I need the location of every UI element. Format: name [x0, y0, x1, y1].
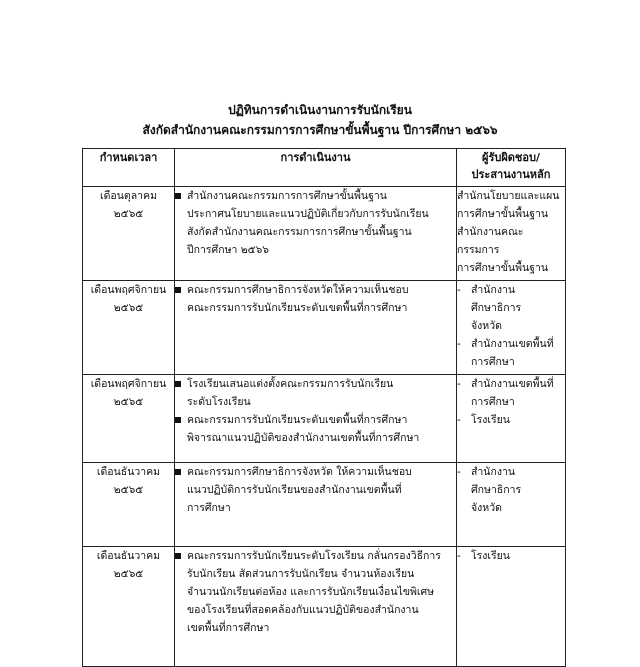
action-item: [175, 547, 456, 637]
responsible-line: สำนักงานเขตพื้นที่: [471, 378, 554, 390]
square-bullet-icon: [175, 469, 181, 475]
action-line: จำนวนนักเรียนต่อห้อง และการรับนักเรียนเงื่อนไขพิเศษ: [187, 586, 435, 598]
action-item: [175, 281, 456, 317]
action-cell: [175, 547, 457, 667]
period-month: เดือนพฤศจิกายน: [90, 284, 167, 296]
dash-bullet-icon: -: [457, 414, 461, 426]
action-line: คณะกรรมการรับนักเรียนระดับโรงเรียน กลั่นกรองวิธีการ: [187, 550, 441, 562]
document-title: ปฏิทินการดำเนินงานการรับนักเรียน: [228, 103, 412, 117]
period-year: ๒๕๖๕: [113, 208, 144, 220]
action-line: คณะกรรมการศึกษาธิการจังหวัด ให้ความเห็นชอบ: [187, 466, 412, 478]
responsible-item: [457, 281, 565, 335]
action-cell: [175, 187, 457, 281]
responsible-item: [457, 411, 565, 429]
action-line: ประกาศนโยบายและแนวปฏิบัติเกี่ยวกับการรับนักเรียน: [187, 208, 429, 220]
period-year: ๒๕๖๕: [113, 302, 144, 314]
action-line: การศึกษา: [187, 502, 231, 514]
period-cell: [83, 187, 175, 281]
action-line: คณะกรรมการรับนักเรียนระดับเขตพื้นที่การศึกษา: [187, 414, 408, 426]
schedule-table: [82, 148, 566, 667]
action-cell: [175, 281, 457, 375]
responsible-line: สำนักงานศึกษาธิการ: [471, 284, 522, 314]
action-line: ปีการศึกษา ๒๕๖๖: [187, 244, 269, 256]
document-subtitle: สังกัดสำนักงานคณะกรรมการการศึกษาขั้นพื้นฐาน ปีการศึกษา ๒๕๖๖: [142, 123, 498, 137]
responsible-item: [457, 547, 565, 565]
table-row: [83, 281, 566, 375]
table-row: [83, 187, 566, 281]
responsible-line: จังหวัด: [471, 320, 502, 332]
responsible-cell: [457, 187, 566, 281]
responsible-line: สำนักงานศึกษาธิการ: [471, 466, 522, 496]
period-month: เดือนตุลาคม: [100, 190, 157, 202]
action-item: [175, 411, 456, 447]
period-month: เดือนพฤศจิกายน: [90, 378, 167, 390]
action-line: พิจารณาแนวปฏิบัติของสำนักงานเขตพื้นที่การศึกษา: [187, 432, 420, 444]
header-action: การดำเนินงาน: [175, 149, 457, 187]
responsible-line: การศึกษา: [471, 356, 515, 368]
dash-bullet-icon: -: [457, 284, 461, 296]
action-cell: [175, 463, 457, 547]
period-cell: [83, 375, 175, 463]
dash-bullet-icon: -: [457, 466, 461, 478]
header-responsible-line: ผู้รับผิดชอบ/: [482, 151, 540, 164]
responsible-line: จังหวัด: [471, 502, 502, 514]
period-month: เดือนธันวาคม: [96, 466, 161, 478]
responsible-line: การศึกษาขั้นพื้นฐาน: [457, 208, 549, 220]
action-line: ของโรงเรียนที่สอดคล้องกับแนวปฏิบัติของสำนักงาน: [187, 604, 419, 616]
responsible-cell: [457, 463, 566, 547]
square-bullet-icon: [175, 381, 181, 387]
action-line: โรงเรียนเสนอแต่งตั้งคณะกรรมการรับนักเรียน: [187, 378, 394, 390]
responsible-line: สำนักนโยบายและแผน: [457, 190, 560, 202]
dash-bullet-icon: -: [457, 338, 461, 350]
responsible-line: โรงเรียน: [471, 414, 510, 426]
responsible-cell: [457, 281, 566, 375]
dash-bullet-icon: -: [457, 550, 461, 562]
header-row: [83, 149, 566, 187]
period-year: ๒๕๖๕: [113, 484, 144, 496]
responsible-line: การศึกษาขั้นพื้นฐาน: [457, 262, 549, 274]
table-row: [83, 547, 566, 667]
dash-bullet-icon: -: [457, 378, 461, 390]
action-line: รับนักเรียน สัดส่วนการรับนักเรียน จำนวนห้องเรียน: [187, 568, 415, 580]
action-item: [175, 463, 456, 517]
period-year: ๒๕๖๕: [113, 396, 144, 408]
responsible-cell: [457, 547, 566, 667]
responsible-item: [457, 335, 565, 371]
action-line: คณะกรรมการรับนักเรียนระดับเขตพื้นที่การศึกษา: [187, 302, 408, 314]
responsible-line: การศึกษา: [471, 396, 515, 408]
responsible-line: สำนักงานคณะกรรมการ: [457, 226, 524, 256]
header-period: กำหนดเวลา: [83, 149, 175, 187]
table-row: [83, 463, 566, 547]
responsible-cell: [457, 375, 566, 463]
period-cell: [83, 547, 175, 667]
square-bullet-icon: [175, 553, 181, 559]
period-cell: [83, 463, 175, 547]
table-row: [83, 375, 566, 463]
period-year: ๒๕๖๕: [113, 568, 144, 580]
action-item: [175, 187, 456, 259]
responsible-line: สำนักงานเขตพื้นที่: [471, 338, 554, 350]
action-line: ระดับโรงเรียน: [187, 396, 251, 408]
action-line: แนวปฏิบัติการรับนักเรียนของสำนักงานเขตพื้นที่: [187, 484, 402, 496]
responsible-item: [457, 463, 565, 517]
action-line: สังกัดสำนักงานคณะกรรมการการศึกษาขั้นพื้นฐาน: [187, 226, 412, 238]
period-month: เดือนธันวาคม: [96, 550, 161, 562]
action-line: คณะกรรมการศึกษาธิการจังหวัดให้ความเห็นชอบ: [187, 284, 409, 296]
action-cell: [175, 375, 457, 463]
square-bullet-icon: [175, 287, 181, 293]
action-line: สำนักงานคณะกรรมการการศึกษาขั้นพื้นฐาน: [187, 190, 387, 202]
responsible-line: โรงเรียน: [471, 550, 510, 562]
square-bullet-icon: [175, 193, 181, 199]
responsible-item: [457, 375, 565, 411]
header-responsible-line: ประสานงานหลัก: [471, 168, 551, 181]
period-cell: [83, 281, 175, 375]
header-responsible: [457, 149, 566, 187]
action-item: [175, 375, 456, 411]
square-bullet-icon: [175, 417, 181, 423]
action-line: เขตพื้นที่การศึกษา: [187, 622, 270, 634]
